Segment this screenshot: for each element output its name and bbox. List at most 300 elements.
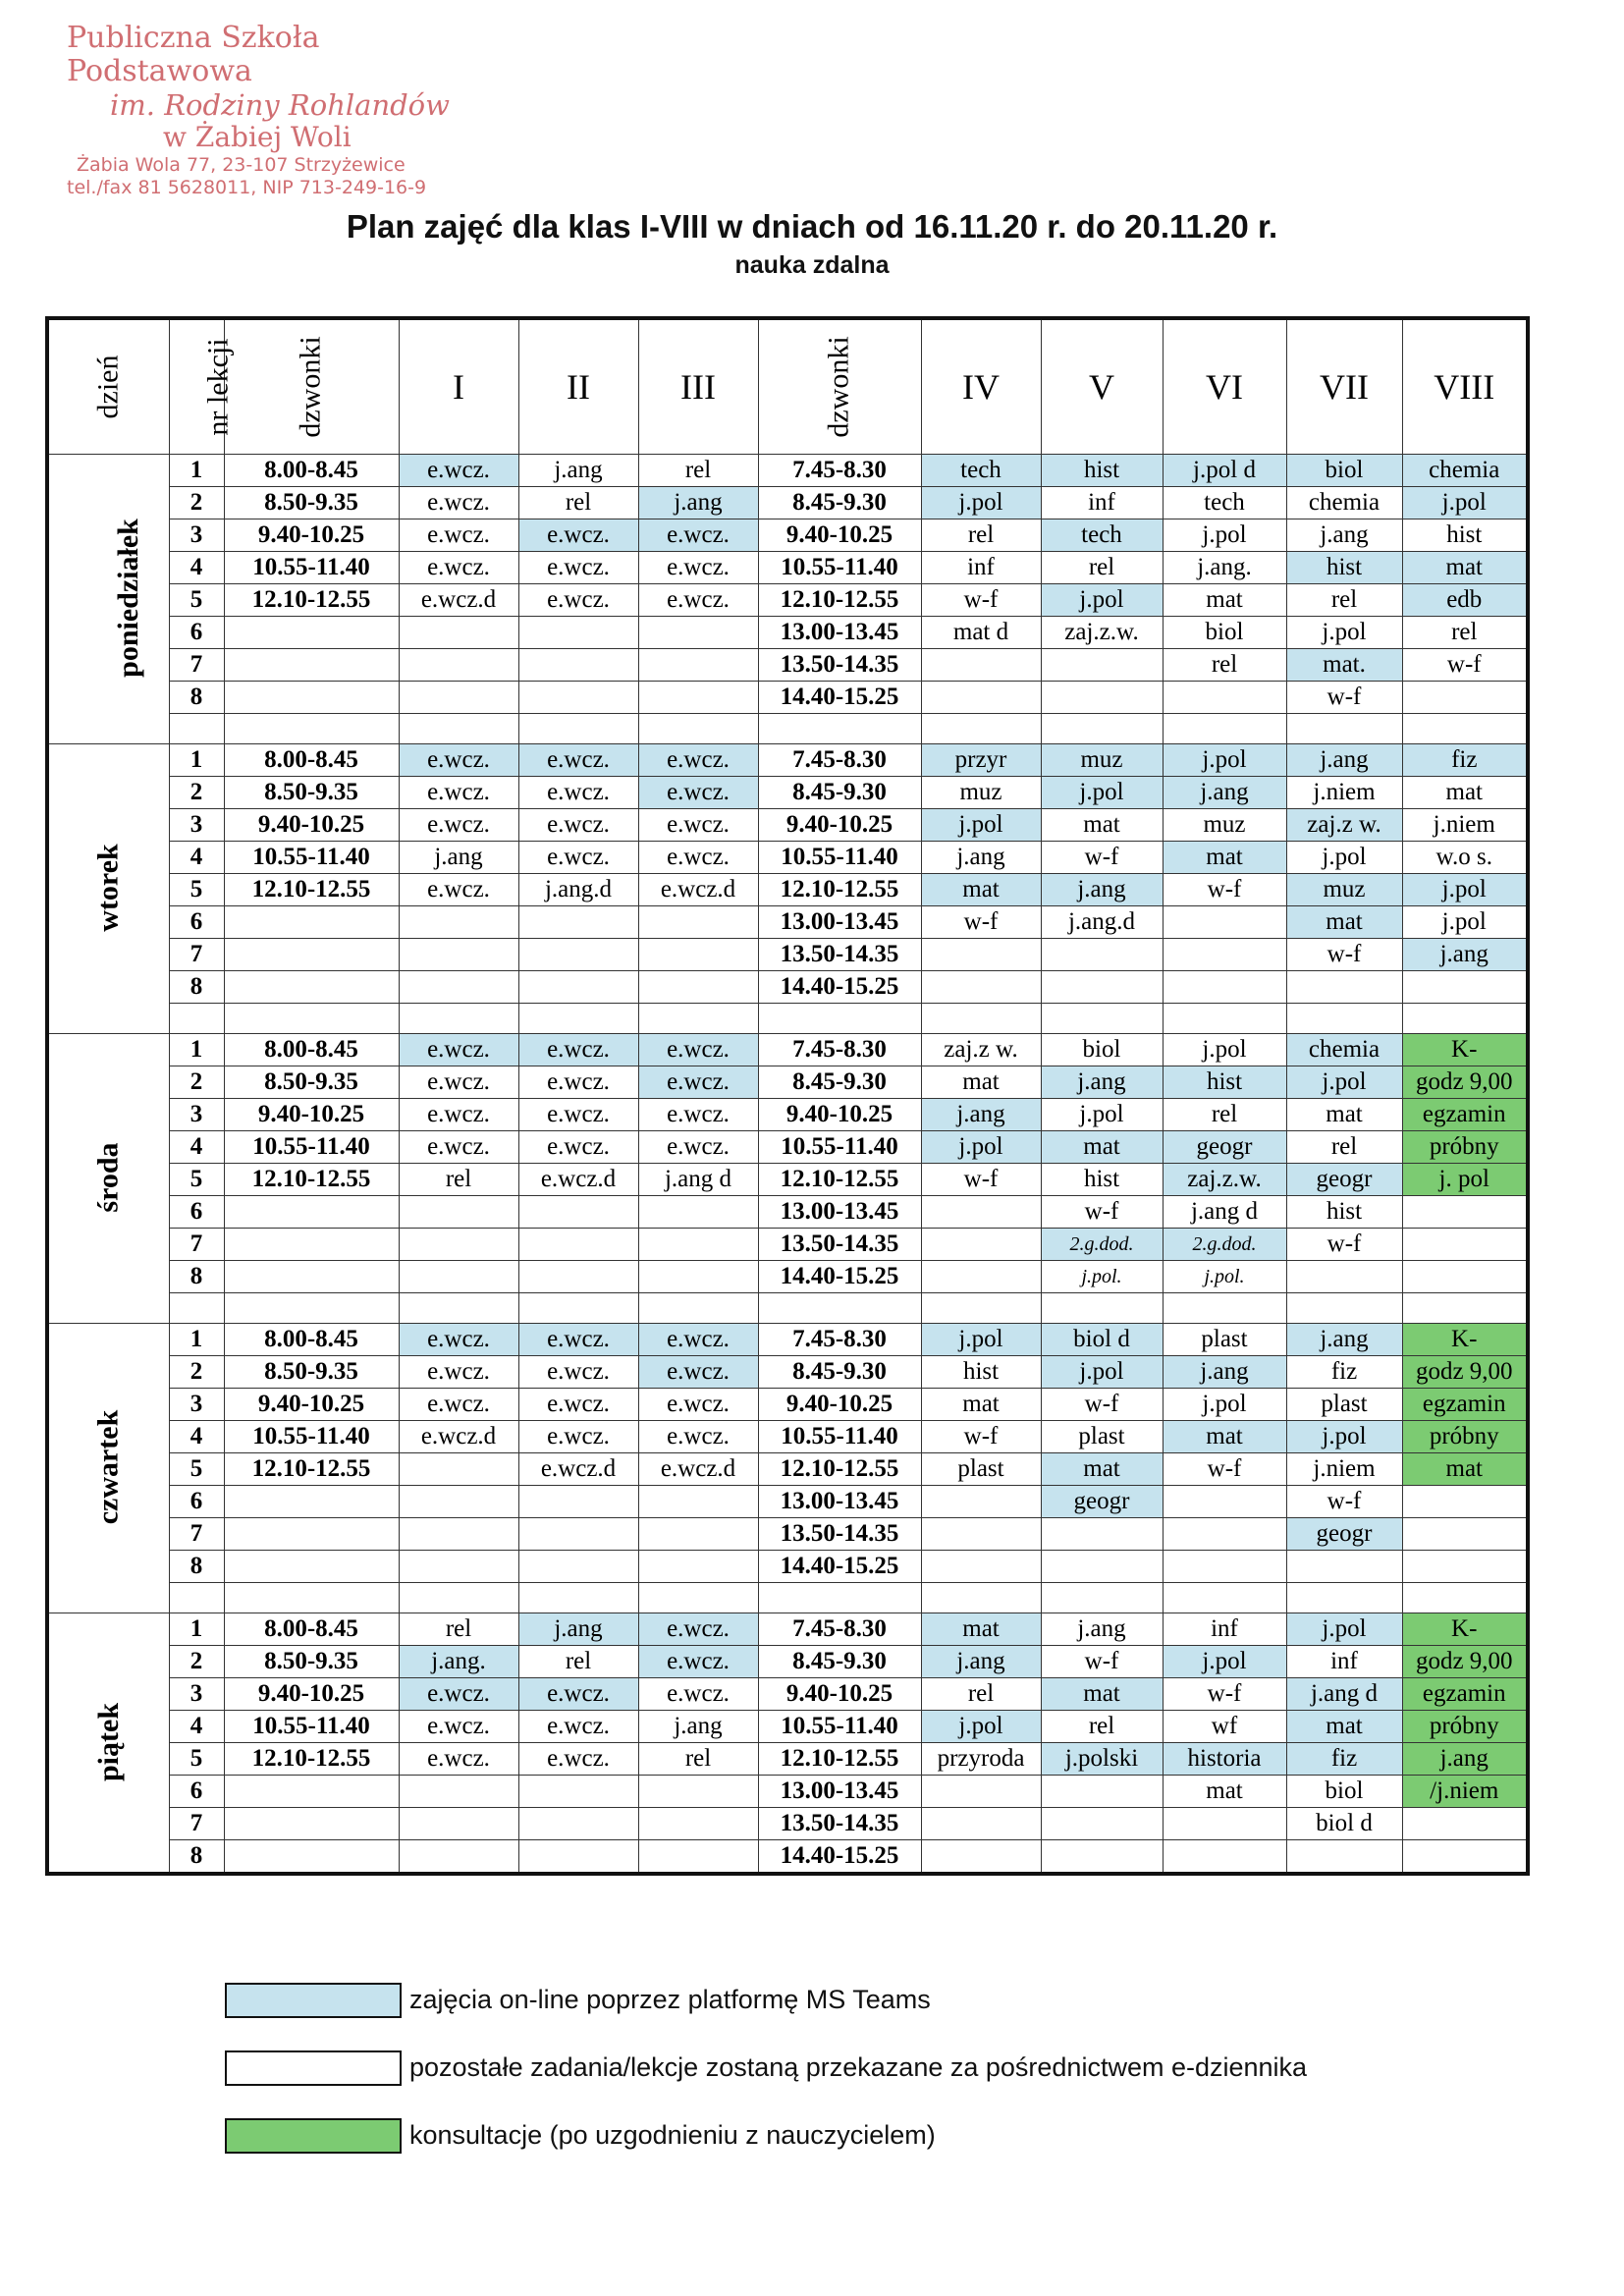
class-VIII-cell (1402, 1486, 1528, 1518)
class-II-cell: j.ang.d (518, 874, 638, 906)
class-III-cell: e.wcz. (638, 584, 758, 617)
class-VII-cell: w-f (1286, 939, 1402, 971)
bell-time-cell: 12.10-12.55 (758, 1743, 921, 1776)
bell-time-cell: 8.00-8.45 (224, 1613, 399, 1646)
spacer-cell (1163, 1293, 1286, 1324)
class-VII-cell: j.ang d (1286, 1678, 1402, 1711)
spacer-cell (399, 1583, 518, 1613)
class-IV-cell (921, 1261, 1041, 1293)
bell-time-cell: 8.45-9.30 (758, 1646, 921, 1678)
class-III-cell: j.ang (638, 1711, 758, 1743)
table-row (47, 1389, 1528, 1421)
class-I-cell: e.wcz. (399, 1131, 518, 1164)
class-V-cell: zaj.z.w. (1041, 617, 1163, 649)
class-II-cell: e.wcz. (518, 519, 638, 552)
class-I-cell (399, 682, 518, 714)
class-VI-cell: j.pol (1163, 519, 1286, 552)
class-IV-cell: mat (921, 1389, 1041, 1421)
lesson-number-cell: 1 (169, 455, 224, 487)
class-II-cell: e.wcz. (518, 1066, 638, 1099)
bell-time-cell: 14.40-15.25 (758, 1261, 921, 1293)
lesson-number-cell: 4 (169, 1421, 224, 1453)
day-cell (47, 1034, 169, 1324)
day-label: poniedziałek (111, 519, 144, 678)
spacer-cell (518, 1293, 638, 1324)
spacer-cell (169, 1583, 224, 1613)
class-V-cell: j.ang (1041, 1066, 1163, 1099)
table-row (47, 455, 1528, 487)
class-V-cell: j.pol. (1041, 1261, 1163, 1293)
class-VI-cell (1163, 906, 1286, 939)
lesson-number-cell: 1 (169, 1613, 224, 1646)
class-VIII-cell: j. pol (1402, 1164, 1528, 1196)
header-row (47, 318, 1528, 455)
spacer-cell (1402, 1004, 1528, 1034)
class-IV-cell: muz (921, 777, 1041, 809)
table-row (47, 1196, 1528, 1229)
spacer-cell (518, 714, 638, 744)
bell-time-cell: 10.55-11.40 (224, 1421, 399, 1453)
class-V-cell: w-f (1041, 1646, 1163, 1678)
table-row (47, 1131, 1528, 1164)
class-IV-cell: w-f (921, 1164, 1041, 1196)
table-row (47, 1613, 1528, 1646)
lesson-number-cell: 4 (169, 1131, 224, 1164)
class-IV-cell: zaj.z w. (921, 1034, 1041, 1066)
class-VI-cell: plast (1163, 1324, 1286, 1356)
header-label: nr lekcji (201, 338, 235, 436)
class-VII-cell: inf (1286, 1646, 1402, 1678)
bell-time-cell: 9.40-10.25 (224, 1678, 399, 1711)
class-III-cell: e.wcz. (638, 809, 758, 842)
class-V-cell: tech (1041, 519, 1163, 552)
class-I-cell: j.ang. (399, 1646, 518, 1678)
bell-time-cell: 13.00-13.45 (758, 906, 921, 939)
bell-time-cell: 8.00-8.45 (224, 455, 399, 487)
header-cell: VI (1163, 318, 1286, 455)
class-I-cell: e.wcz. (399, 777, 518, 809)
class-IV-cell: j.ang (921, 842, 1041, 874)
class-IV-cell: tech (921, 455, 1041, 487)
legend-swatch-ediary (225, 2050, 402, 2086)
class-II-cell: e.wcz.d (518, 1453, 638, 1486)
class-I-cell: e.wcz. (399, 1743, 518, 1776)
class-VII-cell: chemia (1286, 487, 1402, 519)
spacer-cell (1286, 1583, 1402, 1613)
class-VI-cell: w-f (1163, 1678, 1286, 1711)
lesson-number-cell: 7 (169, 939, 224, 971)
class-II-cell (518, 1840, 638, 1875)
class-IV-cell: w-f (921, 906, 1041, 939)
spacer-cell (758, 1583, 921, 1613)
class-I-cell (399, 1518, 518, 1551)
bell-time-cell: 13.00-13.45 (758, 1486, 921, 1518)
class-III-cell (638, 1196, 758, 1229)
class-II-cell (518, 1196, 638, 1229)
bell-time-cell: 7.45-8.30 (758, 1324, 921, 1356)
bell-time-cell (224, 1776, 399, 1808)
class-III-cell (638, 1229, 758, 1261)
class-II-cell (518, 617, 638, 649)
table-row (47, 809, 1528, 842)
class-IV-cell: mat d (921, 617, 1041, 649)
bell-time-cell (224, 971, 399, 1004)
class-VII-cell: mat. (1286, 649, 1402, 682)
spacer-cell (1041, 1293, 1163, 1324)
day-label: wtorek (91, 844, 125, 932)
class-V-cell: mat (1041, 1131, 1163, 1164)
class-VII-cell: geogr (1286, 1518, 1402, 1551)
spacer-cell (169, 714, 224, 744)
spacer-cell (1163, 1583, 1286, 1613)
class-V-cell: j.pol (1041, 1356, 1163, 1389)
class-I-cell: e.wcz. (399, 744, 518, 777)
class-VI-cell: j.ang. (1163, 552, 1286, 584)
class-VII-cell: rel (1286, 1131, 1402, 1164)
class-III-cell: e.wcz. (638, 1613, 758, 1646)
class-IV-cell: mat (921, 1066, 1041, 1099)
class-VII-cell: muz (1286, 874, 1402, 906)
class-III-cell: e.wcz. (638, 1034, 758, 1066)
class-I-cell (399, 1840, 518, 1875)
class-III-cell (638, 1808, 758, 1840)
spacer-cell (399, 714, 518, 744)
spacer-cell (224, 714, 399, 744)
table-row (47, 1034, 1528, 1066)
class-I-cell (399, 1551, 518, 1583)
class-VII-cell: w-f (1286, 682, 1402, 714)
class-V-cell: j.ang (1041, 1613, 1163, 1646)
class-V-cell: rel (1041, 1711, 1163, 1743)
class-IV-cell (921, 971, 1041, 1004)
bell-time-cell: 10.55-11.40 (224, 1711, 399, 1743)
bell-time-cell (224, 906, 399, 939)
class-III-cell (638, 906, 758, 939)
header-cell: VII (1286, 318, 1402, 455)
class-VI-cell: biol (1163, 617, 1286, 649)
class-VIII-cell: godz 9,00 (1402, 1646, 1528, 1678)
class-VIII-cell: próbny (1402, 1421, 1528, 1453)
class-VI-cell: wf (1163, 1711, 1286, 1743)
class-II-cell: e.wcz. (518, 1034, 638, 1066)
class-II-cell: e.wcz. (518, 1099, 638, 1131)
bell-time-cell: 9.40-10.25 (758, 519, 921, 552)
bell-time-cell: 12.10-12.55 (224, 1453, 399, 1486)
bell-time-cell: 13.50-14.35 (758, 1808, 921, 1840)
class-VIII-cell (1402, 971, 1528, 1004)
class-III-cell (638, 971, 758, 1004)
class-VIII-cell: j.ang (1402, 939, 1528, 971)
class-III-cell (638, 1518, 758, 1551)
class-I-cell: e.wcz. (399, 487, 518, 519)
class-VIII-cell: hist (1402, 519, 1528, 552)
class-II-cell: rel (518, 1646, 638, 1678)
bell-time-cell: 9.40-10.25 (758, 1678, 921, 1711)
class-I-cell (399, 906, 518, 939)
bell-time-cell: 12.10-12.55 (224, 874, 399, 906)
class-V-cell (1041, 1551, 1163, 1583)
class-VI-cell: j.pol (1163, 1646, 1286, 1678)
class-III-cell (638, 649, 758, 682)
class-V-cell (1041, 1518, 1163, 1551)
class-II-cell (518, 1776, 638, 1808)
table-row (47, 1840, 1528, 1875)
class-VI-cell: zaj.z.w. (1163, 1164, 1286, 1196)
class-V-cell: hist (1041, 455, 1163, 487)
legend-swatch-consult (225, 2118, 402, 2154)
table-row (47, 487, 1528, 519)
table-row (47, 744, 1528, 777)
class-VII-cell: j.ang (1286, 744, 1402, 777)
class-VIII-cell: próbny (1402, 1711, 1528, 1743)
header-cell (169, 318, 235, 455)
class-III-cell: e.wcz. (638, 1131, 758, 1164)
bell-time-cell (224, 1196, 399, 1229)
class-VI-cell: j.pol d (1163, 455, 1286, 487)
lesson-number-cell: 2 (169, 487, 224, 519)
class-VI-cell (1163, 1486, 1286, 1518)
bell-time-cell: 10.55-11.40 (758, 1421, 921, 1453)
class-IV-cell: rel (921, 1678, 1041, 1711)
class-III-cell: e.wcz. (638, 1678, 758, 1711)
class-III-cell (638, 682, 758, 714)
class-III-cell (638, 1486, 758, 1518)
class-III-cell: e.wcz. (638, 1066, 758, 1099)
class-II-cell (518, 1486, 638, 1518)
class-IV-cell (921, 1229, 1041, 1261)
bell-time-cell (224, 682, 399, 714)
table-row (47, 874, 1528, 906)
lesson-number-cell: 7 (169, 1808, 224, 1840)
lesson-number-cell: 6 (169, 1776, 224, 1808)
class-VII-cell: mat (1286, 1099, 1402, 1131)
table-row (47, 617, 1528, 649)
class-I-cell: e.wcz. (399, 1099, 518, 1131)
class-III-cell: e.wcz. (638, 1099, 758, 1131)
spacer-cell (169, 1004, 224, 1034)
spacer-cell (921, 714, 1041, 744)
class-VII-cell: mat (1286, 906, 1402, 939)
class-IV-cell: rel (921, 519, 1041, 552)
lesson-number-cell: 8 (169, 971, 224, 1004)
table-row (47, 1164, 1528, 1196)
class-II-cell: e.wcz. (518, 1678, 638, 1711)
bell-time-cell: 13.50-14.35 (758, 1229, 921, 1261)
class-I-cell: e.wcz. (399, 1356, 518, 1389)
bell-time-cell: 8.00-8.45 (224, 1034, 399, 1066)
class-VII-cell: w-f (1286, 1486, 1402, 1518)
spacer-row (47, 1293, 1528, 1324)
class-V-cell: mat (1041, 809, 1163, 842)
class-III-cell: e.wcz.d (638, 874, 758, 906)
table-row (47, 971, 1528, 1004)
bell-time-cell (224, 649, 399, 682)
class-VI-cell: j.ang (1163, 777, 1286, 809)
class-VII-cell (1286, 971, 1402, 1004)
class-II-cell: e.wcz. (518, 1389, 638, 1421)
header-cell: V (1041, 318, 1163, 455)
class-VII-cell: plast (1286, 1389, 1402, 1421)
spacer-cell (224, 1583, 399, 1613)
class-I-cell: rel (399, 1164, 518, 1196)
header-cell (758, 318, 921, 455)
class-V-cell: j.polski (1041, 1743, 1163, 1776)
class-III-cell: e.wcz. (638, 744, 758, 777)
class-V-cell: biol d (1041, 1324, 1163, 1356)
class-VI-cell (1163, 682, 1286, 714)
bell-time-cell: 12.10-12.55 (758, 874, 921, 906)
class-II-cell (518, 1229, 638, 1261)
table-row (47, 1808, 1528, 1840)
class-V-cell: biol (1041, 1034, 1163, 1066)
class-II-cell: e.wcz. (518, 744, 638, 777)
header-cell (47, 318, 169, 455)
class-II-cell: e.wcz. (518, 777, 638, 809)
bell-time-cell: 13.50-14.35 (758, 939, 921, 971)
spacer-cell (1041, 1004, 1163, 1034)
day-cell (47, 1613, 169, 1875)
spacer-cell (1402, 1583, 1528, 1613)
class-IV-cell (921, 1840, 1041, 1875)
class-I-cell: e.wcz. (399, 1389, 518, 1421)
class-VI-cell: mat (1163, 584, 1286, 617)
spacer-cell (224, 1004, 399, 1034)
class-VIII-cell: godz 9,00 (1402, 1356, 1528, 1389)
table-row (47, 1324, 1528, 1356)
class-V-cell (1041, 1840, 1163, 1875)
class-VIII-cell (1402, 1808, 1528, 1840)
class-VII-cell: mat (1286, 1711, 1402, 1743)
spacer-cell (1163, 1004, 1286, 1034)
lesson-number-cell: 8 (169, 1551, 224, 1583)
class-VIII-cell: K- (1402, 1324, 1528, 1356)
class-VII-cell: j.pol (1286, 842, 1402, 874)
class-I-cell: rel (399, 1613, 518, 1646)
class-V-cell (1041, 939, 1163, 971)
bell-time-cell (224, 1551, 399, 1583)
table-row (47, 519, 1528, 552)
class-IV-cell (921, 1196, 1041, 1229)
day-cell (47, 455, 169, 744)
class-III-cell (638, 1776, 758, 1808)
class-VIII-cell: j.niem (1402, 809, 1528, 842)
table-row (47, 842, 1528, 874)
class-IV-cell: plast (921, 1453, 1041, 1486)
class-I-cell: e.wcz. (399, 519, 518, 552)
bell-time-cell: 7.45-8.30 (758, 1034, 921, 1066)
class-VIII-cell (1402, 1196, 1528, 1229)
bell-time-cell (224, 1518, 399, 1551)
stamp-line: Żabia Wola 77, 23-107 Strzyżewice (77, 154, 406, 176)
lesson-number-cell: 5 (169, 1164, 224, 1196)
class-VII-cell: j.pol (1286, 1421, 1402, 1453)
class-II-cell (518, 1518, 638, 1551)
table-row (47, 1099, 1528, 1131)
class-II-cell: e.wcz. (518, 1131, 638, 1164)
class-V-cell: w-f (1041, 1196, 1163, 1229)
spacer-cell (1286, 714, 1402, 744)
stamp-line: im. Rodziny Rohlandów (110, 88, 450, 122)
class-I-cell (399, 1776, 518, 1808)
class-VII-cell: j.pol (1286, 1066, 1402, 1099)
table-row (47, 1486, 1528, 1518)
lesson-number-cell: 3 (169, 1389, 224, 1421)
class-II-cell: e.wcz.d (518, 1164, 638, 1196)
lesson-number-cell: 7 (169, 1229, 224, 1261)
page-subtitle: nauka zdalna (734, 251, 890, 279)
header-cell: III (638, 318, 758, 455)
spacer-row (47, 1004, 1528, 1034)
class-V-cell (1041, 971, 1163, 1004)
stamp-line: w Żabiej Woli (163, 121, 352, 153)
class-V-cell: 2.g.dod. (1041, 1229, 1163, 1261)
spacer-cell (921, 1004, 1041, 1034)
lesson-number-cell: 2 (169, 1646, 224, 1678)
class-IV-cell (921, 649, 1041, 682)
legend-label: zajęcia on-line poprzez platformę MS Teams (409, 1985, 931, 2014)
table-row (47, 1229, 1528, 1261)
class-I-cell: j.ang (399, 842, 518, 874)
bell-time-cell: 9.40-10.25 (758, 809, 921, 842)
class-IV-cell: przyroda (921, 1743, 1041, 1776)
bell-time-cell: 12.10-12.55 (224, 584, 399, 617)
class-IV-cell: w-f (921, 584, 1041, 617)
lesson-number-cell: 4 (169, 552, 224, 584)
class-III-cell: e.wcz. (638, 519, 758, 552)
lesson-number-cell: 1 (169, 1034, 224, 1066)
class-VII-cell: j.pol (1286, 1613, 1402, 1646)
schedule-table (45, 316, 1530, 1876)
lesson-number-cell: 7 (169, 649, 224, 682)
class-III-cell: e.wcz. (638, 842, 758, 874)
spacer-cell (758, 1004, 921, 1034)
class-VII-cell: fiz (1286, 1743, 1402, 1776)
lesson-number-cell: 6 (169, 617, 224, 649)
table-row (47, 906, 1528, 939)
lesson-number-cell: 6 (169, 1486, 224, 1518)
lesson-number-cell: 2 (169, 777, 224, 809)
class-I-cell: e.wcz.d (399, 1421, 518, 1453)
stamp-line: Publiczna Szkoła Podstawowa (67, 21, 320, 88)
day-cell (47, 744, 169, 1034)
class-VIII-cell: egzamin (1402, 1389, 1528, 1421)
class-VII-cell (1286, 1261, 1402, 1293)
bell-time-cell: 8.50-9.35 (224, 1646, 399, 1678)
table-row (47, 1518, 1528, 1551)
class-VIII-cell: j.pol (1402, 874, 1528, 906)
class-VIII-cell (1402, 682, 1528, 714)
bell-time-cell: 8.50-9.35 (224, 1066, 399, 1099)
class-VIII-cell: j.ang (1402, 1743, 1528, 1776)
class-VI-cell (1163, 971, 1286, 1004)
spacer-cell (1041, 1583, 1163, 1613)
class-III-cell: j.ang (638, 487, 758, 519)
class-II-cell (518, 682, 638, 714)
table-row (47, 552, 1528, 584)
lesson-number-cell: 4 (169, 842, 224, 874)
class-VI-cell (1163, 1518, 1286, 1551)
table-row (47, 1776, 1528, 1808)
class-VI-cell: rel (1163, 1099, 1286, 1131)
class-I-cell: e.wcz. (399, 1324, 518, 1356)
class-IV-cell (921, 682, 1041, 714)
lesson-number-cell: 8 (169, 1261, 224, 1293)
class-II-cell (518, 649, 638, 682)
lesson-number-cell: 8 (169, 682, 224, 714)
class-II-cell: e.wcz. (518, 552, 638, 584)
lesson-number-cell: 5 (169, 874, 224, 906)
class-VIII-cell: j.pol (1402, 906, 1528, 939)
